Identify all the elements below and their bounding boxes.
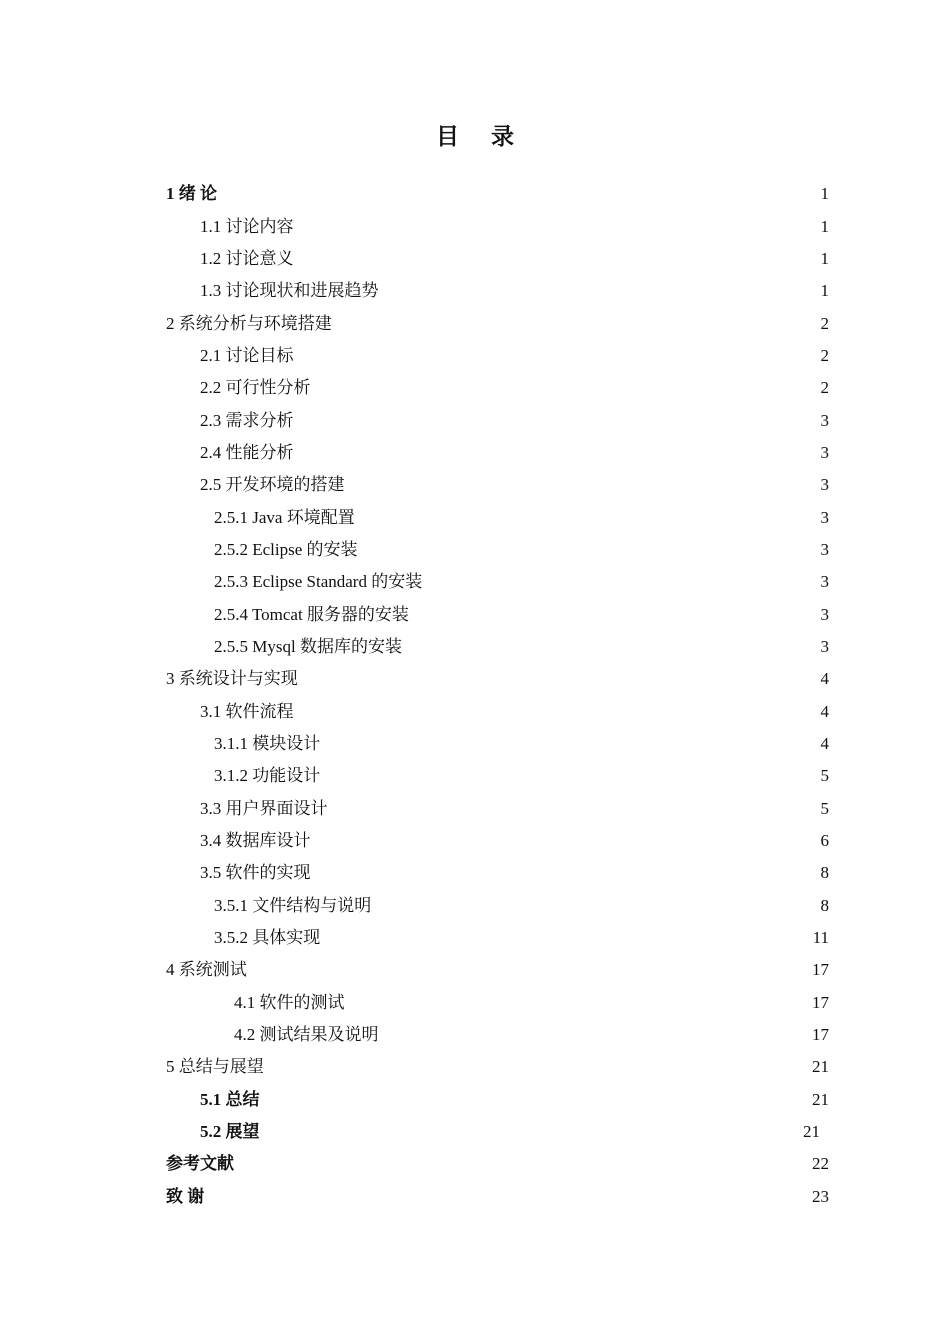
toc-leader-dots bbox=[295, 702, 820, 722]
toc-leader-dots bbox=[321, 928, 811, 948]
toc-page-number: 3 bbox=[820, 507, 829, 527]
toc-page-number: 21 bbox=[812, 1089, 829, 1109]
toc-page-number: 1 bbox=[820, 184, 829, 204]
toc-entry-label: 2.3 需求分析 bbox=[200, 410, 294, 430]
toc-entry[interactable] bbox=[0, 1019, 950, 1051]
toc-entry-label: 2.5.3 Eclipse Standard 的安装 bbox=[214, 572, 423, 592]
toc-entry-label: 3.1 软件流程 bbox=[200, 701, 294, 721]
toc-entry[interactable] bbox=[0, 1181, 950, 1213]
toc-entry[interactable] bbox=[0, 243, 950, 275]
toc-leader-dots bbox=[295, 411, 820, 431]
toc-entry-label: 3.3 用户界面设计 bbox=[200, 798, 328, 818]
toc-leader-dots bbox=[299, 669, 820, 689]
toc-entry-label: 4.1 软件的测试 bbox=[234, 992, 345, 1012]
toc-page-number: 4 bbox=[820, 701, 829, 721]
toc-entry[interactable] bbox=[0, 954, 950, 986]
toc-entry-label: 1.3 讨论现状和进展趋势 bbox=[200, 281, 379, 301]
toc-entry[interactable] bbox=[0, 437, 950, 469]
toc-entry[interactable] bbox=[0, 922, 950, 954]
toc-page-number: 3 bbox=[820, 572, 829, 592]
toc-page-number: 17 bbox=[812, 1025, 829, 1045]
toc-entry-label: 3.1.1 模块设计 bbox=[214, 734, 321, 754]
toc-leader-dots bbox=[295, 443, 820, 463]
toc-leader-dots bbox=[295, 249, 820, 269]
toc-leader-dots bbox=[403, 637, 820, 657]
toc-page-number: 22 bbox=[812, 1154, 829, 1174]
toc-page-number: 1 bbox=[820, 216, 829, 236]
toc-leader-dots bbox=[333, 314, 820, 334]
toc-entry[interactable] bbox=[0, 307, 950, 339]
toc-entry[interactable] bbox=[0, 210, 950, 242]
toc-leader-dots bbox=[261, 1090, 812, 1110]
toc-leader-dots bbox=[248, 960, 811, 980]
toc-page-number: 4 bbox=[820, 669, 829, 689]
toc-entry-label: 5.2 展望 bbox=[200, 1122, 260, 1142]
toc-entry[interactable] bbox=[0, 1051, 950, 1083]
toc-page-number: 3 bbox=[820, 604, 829, 624]
toc-page-number: 23 bbox=[812, 1186, 829, 1206]
toc-entry[interactable] bbox=[0, 631, 950, 663]
toc-entry[interactable] bbox=[0, 728, 950, 760]
toc-leader-dots bbox=[372, 896, 819, 916]
toc-entry-label: 1.1 讨论内容 bbox=[200, 216, 294, 236]
toc-entry-label: 1.2 讨论意义 bbox=[200, 248, 294, 268]
toc-page-number: 17 bbox=[812, 992, 829, 1012]
toc-entry[interactable] bbox=[0, 1084, 950, 1116]
toc-entry[interactable] bbox=[0, 1116, 950, 1148]
toc-page-number: 3 bbox=[820, 442, 829, 462]
toc-entry-label: 致 谢 bbox=[166, 1186, 205, 1206]
toc-entry-label: 2.1 讨论目标 bbox=[200, 345, 294, 365]
toc-entry-label: 2 系统分析与环境搭建 bbox=[166, 313, 332, 333]
toc-leader-dots bbox=[423, 572, 819, 592]
toc-page-number: 8 bbox=[820, 863, 829, 883]
toc-entry[interactable] bbox=[0, 566, 950, 598]
toc-leader-dots bbox=[312, 378, 820, 398]
toc-entry[interactable] bbox=[0, 793, 950, 825]
toc-leader-dots bbox=[261, 1122, 803, 1142]
toc-entry[interactable] bbox=[0, 501, 950, 533]
toc-page-number: 6 bbox=[820, 831, 829, 851]
toc-entry[interactable] bbox=[0, 857, 950, 889]
toc-page-number: 2 bbox=[820, 378, 829, 398]
toc-leader-dots bbox=[321, 734, 819, 754]
toc-entry-label: 5.1 总结 bbox=[200, 1089, 260, 1109]
toc-leader-dots bbox=[356, 508, 820, 528]
toc-leader-dots bbox=[380, 1025, 812, 1045]
toc-leader-dots bbox=[380, 281, 820, 301]
toc-entry-label: 1 绪 论 bbox=[166, 184, 217, 204]
toc-page-number: 5 bbox=[820, 798, 829, 818]
toc-entry[interactable] bbox=[0, 372, 950, 404]
toc-leader-dots bbox=[321, 766, 819, 786]
toc-leader-dots bbox=[218, 184, 820, 204]
table-of-contents bbox=[0, 178, 950, 1213]
toc-page-number: 3 bbox=[820, 539, 829, 559]
toc-leader-dots bbox=[359, 540, 820, 560]
toc-leader-dots bbox=[312, 863, 820, 883]
toc-leader-dots bbox=[235, 1154, 811, 1174]
toc-page-number: 21 bbox=[803, 1122, 820, 1142]
toc-page-number: 3 bbox=[820, 410, 829, 430]
toc-entry[interactable] bbox=[0, 825, 950, 857]
toc-entry[interactable] bbox=[0, 275, 950, 307]
toc-page-number: 3 bbox=[820, 475, 829, 495]
toc-entry[interactable] bbox=[0, 696, 950, 728]
toc-page-number: 1 bbox=[820, 281, 829, 301]
toc-entry[interactable] bbox=[0, 469, 950, 501]
toc-leader-dots bbox=[295, 346, 820, 366]
toc-leader-dots bbox=[312, 831, 820, 851]
toc-leader-dots bbox=[346, 475, 820, 495]
toc-page-number: 3 bbox=[820, 636, 829, 656]
toc-entry-label: 2.5.5 Mysql 数据库的安装 bbox=[214, 636, 402, 656]
toc-entry-label: 2.2 可行性分析 bbox=[200, 378, 311, 398]
toc-entry-label: 3.5.1 文件结构与说明 bbox=[214, 895, 372, 915]
toc-leader-dots bbox=[295, 217, 820, 237]
toc-page-number: 5 bbox=[820, 766, 829, 786]
toc-entry-label: 3 系统设计与实现 bbox=[166, 669, 298, 689]
toc-entry-label: 2.5.4 Tomcat 服务器的安装 bbox=[214, 604, 409, 624]
toc-entry-label: 2.5 开发环境的搭建 bbox=[200, 475, 345, 495]
toc-page-number: 2 bbox=[820, 313, 829, 333]
toc-page-number: 11 bbox=[812, 928, 829, 948]
toc-entry[interactable] bbox=[0, 1148, 950, 1180]
toc-entry[interactable] bbox=[0, 760, 950, 792]
toc-leader-dots bbox=[346, 993, 812, 1013]
toc-entry[interactable] bbox=[0, 598, 950, 630]
toc-entry[interactable] bbox=[0, 404, 950, 436]
toc-page-number: 4 bbox=[820, 734, 829, 754]
toc-leader-dots bbox=[265, 1057, 811, 1077]
toc-leader-dots bbox=[215, 1187, 811, 1207]
toc-page-number: 17 bbox=[812, 960, 829, 980]
toc-entry-label: 2.5.2 Eclipse 的安装 bbox=[214, 539, 358, 559]
toc-entry-label: 3.1.2 功能设计 bbox=[214, 766, 321, 786]
toc-entry-label: 5 总结与展望 bbox=[166, 1057, 264, 1077]
toc-page-number: 21 bbox=[812, 1057, 829, 1077]
toc-leader-dots bbox=[329, 799, 820, 819]
toc-entry-label: 3.5.2 具体实现 bbox=[214, 928, 321, 948]
toc-page-number: 1 bbox=[820, 248, 829, 268]
toc-entry[interactable] bbox=[0, 890, 950, 922]
toc-entry-label: 3.5 软件的实现 bbox=[200, 863, 311, 883]
toc-entry-label: 2.5.1 Java 环境配置 bbox=[214, 507, 355, 527]
toc-entry-label: 4.2 测试结果及说明 bbox=[234, 1025, 379, 1045]
toc-entry[interactable] bbox=[0, 663, 950, 695]
toc-title: 目 录 bbox=[435, 124, 526, 150]
toc-leader-dots bbox=[410, 605, 820, 625]
toc-page-number: 2 bbox=[820, 345, 829, 365]
toc-entry[interactable] bbox=[0, 340, 950, 372]
toc-entry[interactable] bbox=[0, 178, 950, 210]
toc-entry-label: 参考文献 bbox=[166, 1154, 234, 1174]
toc-entry-label: 2.4 性能分析 bbox=[200, 442, 294, 462]
toc-entry-label: 3.4 数据库设计 bbox=[200, 831, 311, 851]
toc-entry-label: 4 系统测试 bbox=[166, 960, 247, 980]
toc-entry[interactable] bbox=[0, 534, 950, 566]
toc-entry[interactable] bbox=[0, 987, 950, 1019]
toc-page-number: 8 bbox=[820, 895, 829, 915]
